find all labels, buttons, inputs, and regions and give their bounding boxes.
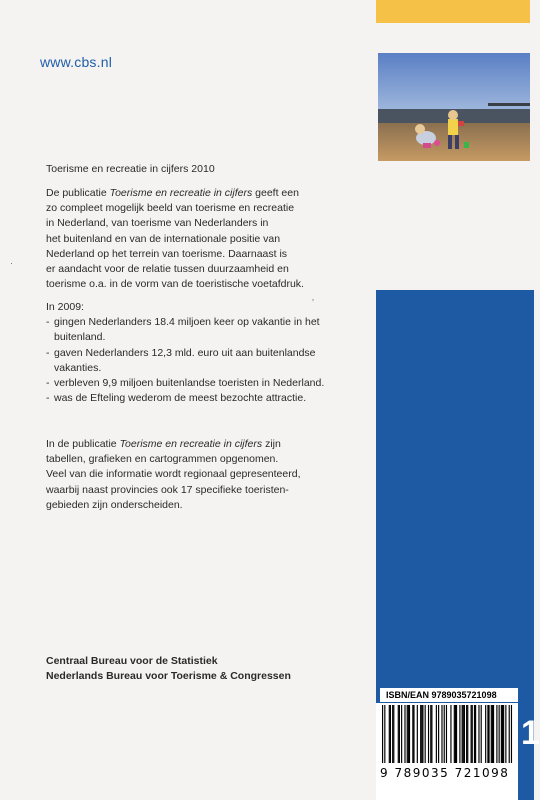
closing-line: tabellen, grafieken en cartogrammen opgenomen. [46,453,279,466]
barcode-bar [392,705,393,763]
intro-line: in Nederland, van toerisme van Nederlanders in [46,217,269,230]
barcode-bar [501,705,502,763]
intro-paragraph [46,186,346,292]
barcode-bar [438,705,439,763]
book-title: Toerisme en recreatie in cijfers 2010 [46,163,215,175]
barcode-bar [446,705,447,763]
barcode-bar [412,705,413,763]
barcode-bar [472,705,473,763]
website-url: www.cbs.nl [40,54,113,70]
intro-title-italic: Toerisme en recreatie in cijfers [109,187,253,199]
barcode-bar [485,705,486,763]
barcode-bar [491,705,492,763]
intro-line: zo compleet mogelijk beeld van toerisme en recreatie [46,202,295,215]
barcode-bar [503,705,504,763]
intro-line: er aandacht voor de relatie tussen duurzaamheid en [46,263,289,276]
barcode-bar [404,705,405,763]
barcode-bar [467,705,468,763]
barcode-bar [475,705,476,763]
closing-line: gebieden zijn onderscheiden. [46,498,183,511]
barcode-bar [401,705,402,763]
facts-list [46,315,336,406]
barcode-bar [431,705,432,763]
barcode-bar [390,705,391,763]
barcode-bar [502,705,503,763]
barcode-bar [425,705,426,763]
closing-line: waarbij naast provincies ook 17 specifieke toeristen- [46,483,289,496]
barcode-icon [376,703,518,765]
barcode-digits: 9 789035 721098 [380,766,510,780]
barcode-bar [455,705,456,763]
barcode-bar [456,705,457,763]
barcode-bar [422,705,423,763]
closing-paragraph [46,437,346,513]
fact-item: - verbleven 9,9 miljoen buitenlandse toeristen in Nederland. [46,376,336,391]
print-speck: ʼ [312,298,314,308]
barcode-bar [417,705,418,763]
barcode-bar [454,705,455,763]
fact-item: - gingen Nederlanders 18.4 miljoen keer op vakantie in het buitenland. [46,315,336,345]
barcode-bar [509,705,510,763]
barcode-bar [466,705,467,763]
barcode-bar [481,705,482,763]
barcode-bar [450,705,451,763]
barcode-bar [409,705,410,763]
barcode-bar [408,705,409,763]
barcode-bar [474,705,475,763]
intro-line: Nederland op het terrein van toerisme. Daarnaast is [46,247,288,260]
intro-line-first: De publicatie Toerisme en recreatie in cijfers geeft een [46,187,299,199]
barcode-bar [478,705,479,763]
gold-accent-bar [376,0,530,23]
edge-digit: 1 [521,714,540,752]
barcode-bar [407,705,408,763]
publisher-cbs: Centraal Bureau voor de Statistiek [46,655,218,667]
barcode-bar [459,705,460,763]
barcode-bar [511,705,512,763]
barcode-bar [421,705,422,763]
barcode-bar [444,705,445,763]
fact-item: - was de Efteling wederom de meest bezochte attractie. [46,391,336,406]
beach-photo [378,53,530,161]
barcode-bar [463,705,464,763]
barcode-bar [487,705,488,763]
barcode-bar [488,705,489,763]
intro-line: het buitenland en van de internationale positie van [46,232,281,245]
barcode-bar [393,705,394,763]
barcode-bar [420,705,421,763]
barcode-bar [436,705,437,763]
facts-section [46,300,336,406]
intro-line: toerisme o.a. in de vorm van de toeristische voetafdruk. [46,278,304,291]
barcode-bar [382,705,383,763]
barcode-bar [399,705,400,763]
barcode-bar [430,705,431,763]
publisher-nbtc: Nederlands Bureau voor Toerisme & Congressen [46,670,291,682]
barcode-bar [496,705,497,763]
barcode-bar [471,705,472,763]
closing-line-first: In de publicatie Toerisme en recreatie in cijfers zijn [46,438,281,450]
barcode-area [376,703,518,800]
closing-line: Veel van die informatie wordt regionaal gepresenteerd, [46,468,301,481]
barcode-bar [499,705,500,763]
barcode-bar [493,705,494,763]
barcode-bar [398,705,399,763]
beach-children-image [378,53,530,161]
barcode-bar [441,705,442,763]
barcode-bar [462,705,463,763]
publishers [46,654,291,684]
fact-item: - gaven Nederlanders 12,3 mld. euro uit aan buitenlandse vakanties. [46,346,336,376]
closing-title-italic: Toerisme en recreatie in cijfers [119,438,263,450]
barcode-bar [505,705,506,763]
barcode-bar [464,705,465,763]
barcode-bar [384,705,385,763]
barcode-bar [413,705,414,763]
facts-heading: In 2009: [46,301,84,313]
barcode-bar [428,705,429,763]
print-speck: · [10,258,13,268]
isbn-label: ISBN/EAN 9789035721098 [380,688,518,702]
barcode-bar [492,705,493,763]
barcode-bar [389,705,390,763]
